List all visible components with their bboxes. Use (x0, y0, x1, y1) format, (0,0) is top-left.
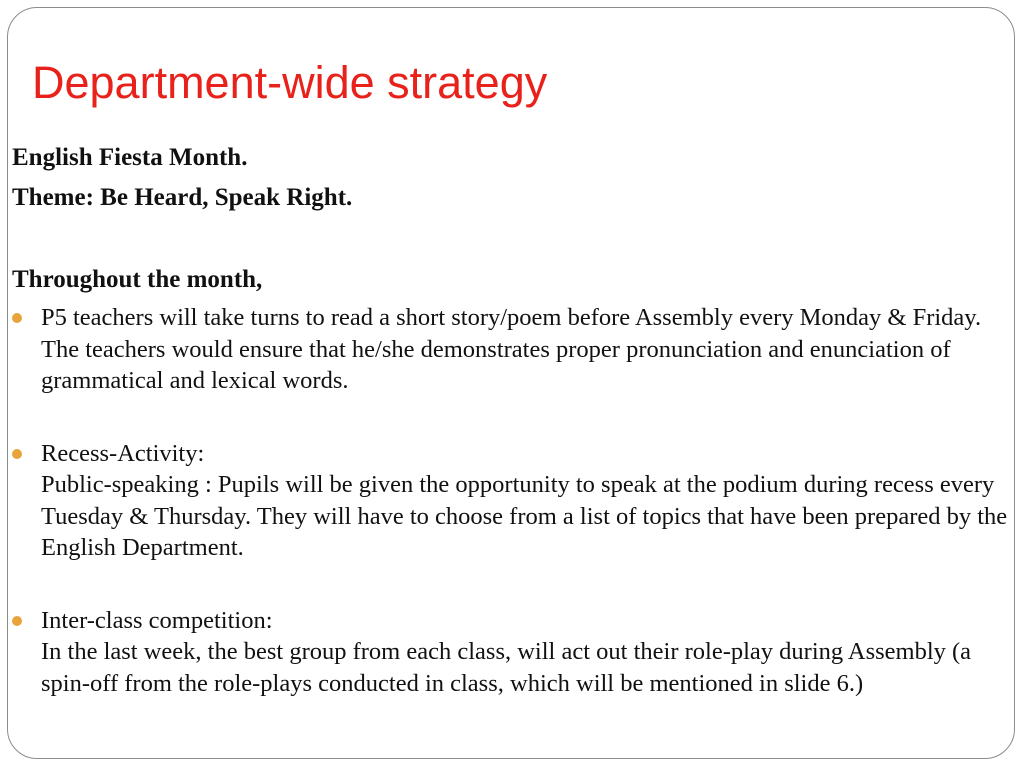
bullet-dot-icon (12, 616, 22, 626)
bullet-dot-icon (12, 449, 22, 459)
slide-body (12, 138, 1012, 699)
bullet-subheading: Recess-Activity: (41, 439, 205, 467)
bullet-subheading: Inter-class competition: (41, 606, 273, 634)
bullet-item-competition (12, 605, 1012, 700)
bullet-dot-icon (12, 313, 22, 323)
bullet-item-reading (12, 302, 1012, 397)
slide-title: Department-wide strategy (32, 57, 548, 108)
bullet-text: In the last week, the best group from each class, will act out their role-play during Assembly (a spin-off from the role-plays conducted in class, which will be mentioned in slide 6.) (41, 638, 972, 697)
heading-throughout: Throughout the month, (12, 266, 263, 293)
bullet-list (12, 302, 1012, 699)
heading-theme: Theme: Be Heard, Speak Right. (12, 184, 353, 211)
bullet-item-recess (12, 438, 1012, 564)
bullet-text: Public-speaking : Pupils will be given the opportunity to speak at the podium during recess every Tuesday & Thursday. They will have to choose from a list of topics that have been prepared by the English Department. (41, 471, 1008, 561)
heading-event: English Fiesta Month. (12, 144, 248, 171)
bullet-text: P5 teachers will take turns to read a short story/poem before Assembly every Monday & Friday. The teachers would ensure that he/she demonstrates proper pronunciation and enunciation of grammatical and lexical words. (41, 304, 982, 394)
